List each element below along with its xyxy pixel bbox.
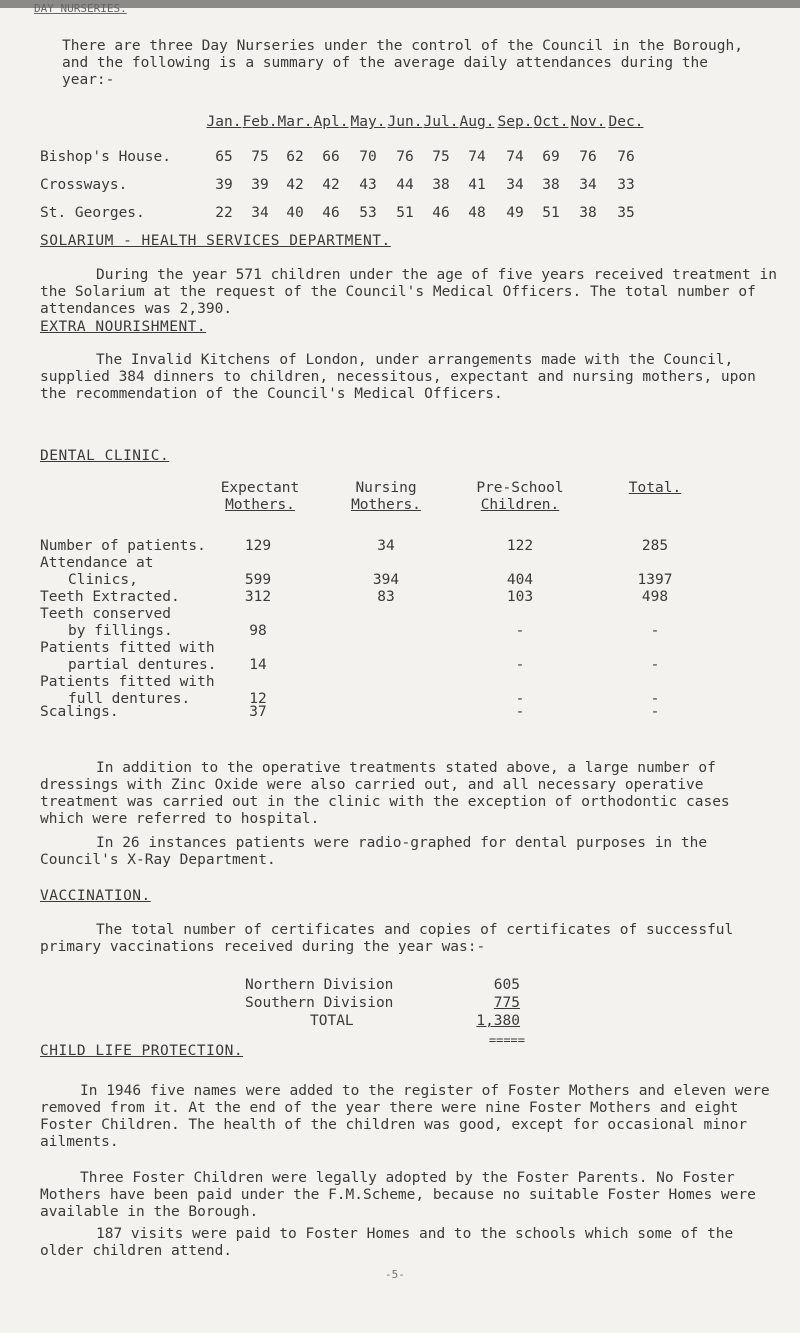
month-header: Jun. <box>387 114 423 130</box>
nursery-cell: 22 <box>215 205 233 221</box>
dental-row-label: Teeth conserved <box>40 606 171 622</box>
dental-cell: 404 <box>506 572 534 588</box>
dental-col-preschool-line2: Children. <box>480 497 560 513</box>
nursery-cell: 76 <box>579 149 597 165</box>
dental-row-label: Attendance at <box>40 555 154 571</box>
nursery-cell: 38 <box>432 177 450 193</box>
dental-row-label: partial dentures. <box>68 657 217 673</box>
dental-cell: - <box>515 657 525 673</box>
nursery-name: Bishop's House. <box>40 149 171 165</box>
nursery-cell: 39 <box>251 177 269 193</box>
dental-col-nursing-line1: Nursing <box>355 480 417 496</box>
nursery-cell: 76 <box>617 149 635 165</box>
nursery-cell: 42 <box>286 177 304 193</box>
dental-cell: 83 <box>377 589 395 605</box>
nursery-cell: 70 <box>359 149 377 165</box>
month-header: Sep. <box>497 114 533 130</box>
nursery-cell: 74 <box>506 149 524 165</box>
dental-cell: 498 <box>641 589 669 605</box>
nursery-cell: 46 <box>322 205 340 221</box>
dental-cell: 285 <box>641 538 669 554</box>
dental-cell: 103 <box>506 589 534 605</box>
solarium-paragraph: During the year 571 children under the age of five years received treatment in the Solarium at the request of the Council's Medical Officers. The total number of attendances was 2,390. <box>40 267 777 317</box>
month-header: Jan. <box>206 114 242 130</box>
month-header: Apl. <box>313 114 349 130</box>
day-nurseries-intro: There are three Day Nurseries under the control of the Council in the Borough, and the following is a summary of the average daily attendances during the year:- <box>62 38 743 88</box>
nursery-cell: 34 <box>251 205 269 221</box>
month-header: Oct. <box>533 114 569 130</box>
vaccination-total-label: TOTAL <box>310 1013 354 1029</box>
nursery-cell: 35 <box>617 205 635 221</box>
nursery-cell: 48 <box>468 205 486 221</box>
nursery-cell: 41 <box>468 177 486 193</box>
vaccination-total-value: 1,380 <box>476 1013 520 1029</box>
dental-cell: 122 <box>506 538 534 554</box>
vaccination-northern-label: Northern Division <box>245 977 394 993</box>
dental-col-total-line1: Total. <box>628 480 682 496</box>
nursery-cell: 62 <box>286 149 304 165</box>
nursery-cell: 49 <box>506 205 524 221</box>
dental-row-label: full dentures. <box>68 691 191 707</box>
month-header: Nov. <box>570 114 606 130</box>
month-header: Dec. <box>608 114 644 130</box>
dental-cell: 129 <box>244 538 272 554</box>
month-header: May. <box>350 114 386 130</box>
dental-cell: 34 <box>377 538 395 554</box>
dental-col-preschool <box>455 480 585 514</box>
month-header: Aug. <box>459 114 495 130</box>
dental-cell: 312 <box>244 589 272 605</box>
dental-row-label: Patients fitted with <box>40 674 215 690</box>
dental-row-label: by fillings. <box>68 623 173 639</box>
nursery-cell: 46 <box>432 205 450 221</box>
nursery-cell: 39 <box>215 177 233 193</box>
nursery-name: Crossways. <box>40 177 128 193</box>
nursery-cell: 38 <box>542 177 560 193</box>
nursery-cell: 33 <box>617 177 635 193</box>
nursery-cell: 76 <box>396 149 414 165</box>
nursery-cell: 42 <box>322 177 340 193</box>
dental-cell: - <box>515 691 525 707</box>
dental-cell: 37 <box>249 704 267 720</box>
nursery-cell: 51 <box>396 205 414 221</box>
vaccination-northern-value: 605 <box>493 977 520 993</box>
dental-cell: 1397 <box>637 572 673 588</box>
dental-col-total <box>600 480 710 497</box>
dental-col-preschool-line1: Pre-School <box>476 480 564 496</box>
dental-xray-paragraph: In 26 instances patients were radio-graphed for dental purposes in the Council's X-Ray Department. <box>40 835 708 868</box>
nursery-cell: 40 <box>286 205 304 221</box>
dental-cell: 14 <box>249 657 267 673</box>
dental-col-expectant <box>195 480 325 514</box>
child-life-paragraph-3: 187 visits were paid to Foster Homes and to the schools which some of the older children attend. <box>40 1226 734 1259</box>
nursery-cell: 66 <box>322 149 340 165</box>
dental-cell: - <box>650 704 660 720</box>
month-header: Mar. <box>277 114 313 130</box>
nursery-cell: 34 <box>506 177 524 193</box>
dental-cell: - <box>515 623 525 639</box>
dental-cell: - <box>650 691 660 707</box>
month-header: Jul. <box>423 114 459 130</box>
nursery-cell: 69 <box>542 149 560 165</box>
nursery-cell: 44 <box>396 177 414 193</box>
section-heading-vaccination: VACCINATION. <box>40 888 151 904</box>
section-heading-day-nurseries: DAY NURSERIES. <box>34 2 127 15</box>
extra-nourishment-paragraph: The Invalid Kitchens of London, under arrangements made with the Council, supplied 384 dinners to children, necessitous, expectant and nursing mothers, upon the recommendation of the Council's Medical Officers. <box>40 352 756 402</box>
nursery-cell: 34 <box>579 177 597 193</box>
dental-row-label: Clinics, <box>68 572 138 588</box>
nursery-cell: 43 <box>359 177 377 193</box>
dental-row-label: Patients fitted with <box>40 640 215 656</box>
page-number: -5- <box>385 1268 405 1281</box>
vaccination-total-double-rule: ===== <box>488 1033 525 1047</box>
section-heading-solarium: SOLARIUM - HEALTH SERVICES DEPARTMENT. <box>40 233 391 249</box>
dental-col-expectant-line2: Mothers. <box>225 497 295 513</box>
dental-row-label: Scalings. <box>40 704 119 720</box>
nursery-cell: 51 <box>542 205 560 221</box>
dental-col-nursing-line2: Mothers. <box>351 497 421 513</box>
nursery-name: St. Georges. <box>40 205 145 221</box>
nursery-cell: 75 <box>432 149 450 165</box>
dental-row-label: Teeth Extracted. <box>40 589 180 605</box>
vaccination-paragraph: The total number of certificates and copies of certificates of successful primary vaccinations received during the year was:- <box>40 922 734 955</box>
child-life-paragraph-1: In 1946 five names were added to the register of Foster Mothers and eleven were removed from it. At the end of the year there were nine Foster Mothers and eight Foster Children. The health of the children was good, except for occasional minor ailments. <box>40 1083 770 1150</box>
section-heading-dental-clinic: DENTAL CLINIC. <box>40 448 170 464</box>
child-life-paragraph-2: Three Foster Children were legally adopted by the Foster Parents. No Foster Mothers have been paid under the F.M.Scheme, because no suitable Foster Homes were available in the Borough. <box>40 1170 756 1220</box>
section-heading-extra-nourishment: EXTRA NOURISHMENT. <box>40 319 207 335</box>
section-heading-child-life-protection: CHILD LIFE PROTECTION. <box>40 1043 244 1059</box>
dental-cell: 12 <box>249 691 267 707</box>
nursery-cell: 75 <box>251 149 269 165</box>
dental-cell: - <box>515 704 525 720</box>
dental-cell: 98 <box>249 623 267 639</box>
vaccination-southern-value: 775 <box>493 995 520 1011</box>
month-header: Feb. <box>242 114 278 130</box>
nursery-cell: 38 <box>579 205 597 221</box>
dental-col-expectant-line1: Expectant <box>220 480 300 496</box>
nursery-cell: 65 <box>215 149 233 165</box>
dental-row-label: Number of patients. <box>40 538 206 554</box>
nursery-cell: 53 <box>359 205 377 221</box>
dental-cell: 599 <box>244 572 272 588</box>
dental-col-nursing <box>326 480 446 514</box>
dental-cell: - <box>650 623 660 639</box>
dental-addition-paragraph: In addition to the operative treatments stated above, a large number of dressings with Zinc Oxide were also carried out, and all necessary operative treatment was carried out in the clinic with the exception of orthodontic cases which were referred to hospital. <box>40 760 730 827</box>
nursery-cell: 74 <box>468 149 486 165</box>
vaccination-southern-label: Southern Division <box>245 995 394 1011</box>
dental-cell: 394 <box>372 572 400 588</box>
dental-cell: - <box>650 657 660 673</box>
